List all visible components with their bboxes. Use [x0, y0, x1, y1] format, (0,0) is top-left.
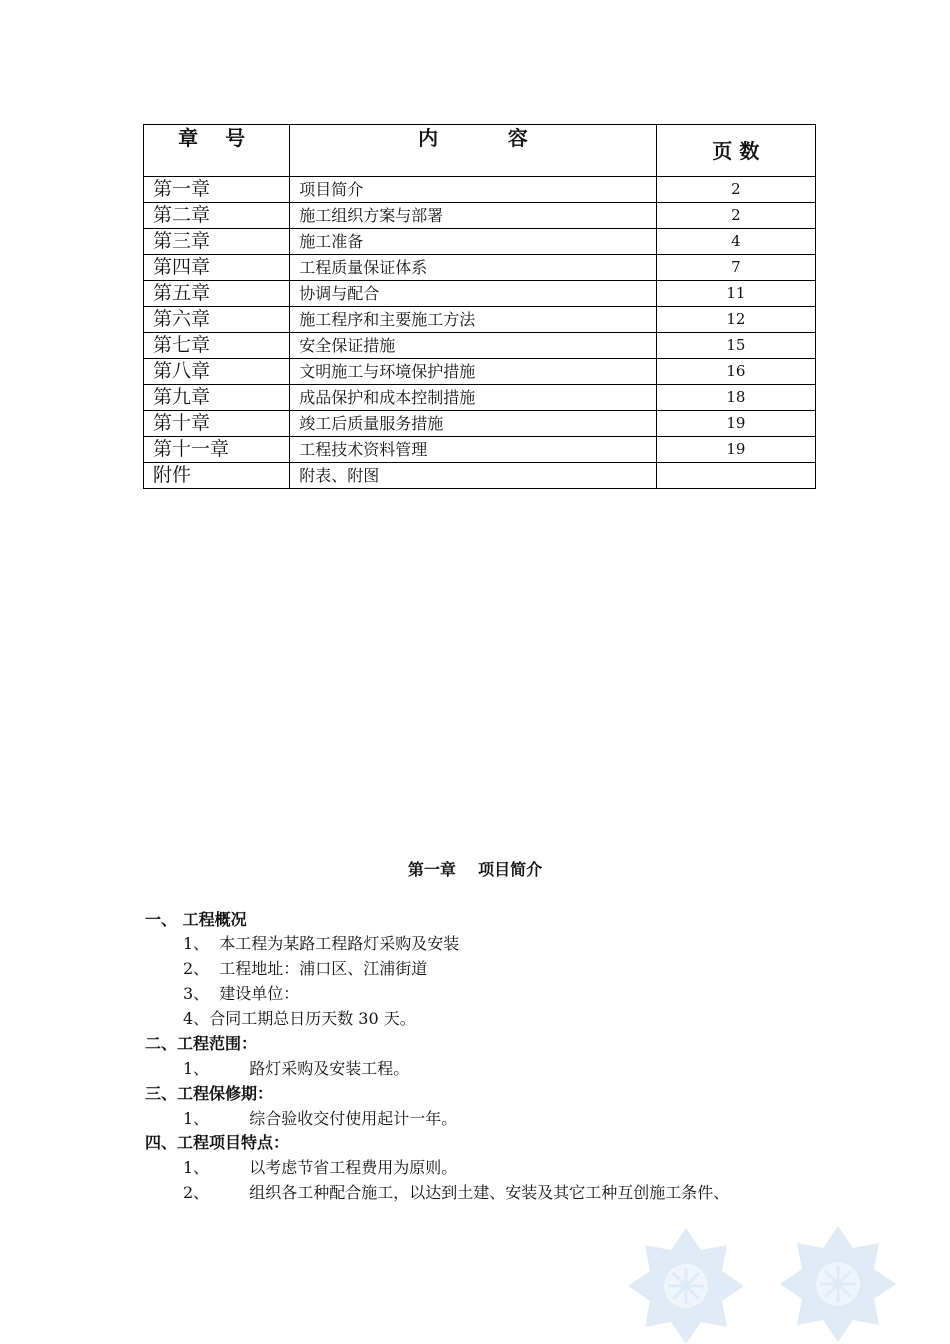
toc-content: 协调与配合: [290, 281, 657, 307]
section-heading-scope: 二、工程范围：: [145, 1034, 258, 1053]
toc-content: 竣工后质量服务措施: [290, 411, 657, 437]
toc-page: 18: [656, 385, 815, 411]
item-number: 1、: [183, 1158, 210, 1177]
toc-chapter: 第五章: [144, 281, 290, 307]
toc-content: 工程质量保证体系: [290, 255, 657, 281]
toc-chapter: 第十章: [144, 411, 290, 437]
toc-page: 4: [656, 229, 815, 255]
list-item: [183, 1007, 416, 1031]
toc-header-chapter: 章 号: [144, 125, 290, 177]
toc-page: 19: [656, 411, 815, 437]
toc-page: 19: [656, 437, 815, 463]
item-number: 4、: [183, 1009, 210, 1028]
toc-row: [144, 333, 816, 359]
item-number: 2、: [183, 1183, 210, 1202]
toc-chapter: 第九章: [144, 385, 290, 411]
toc-content: 安全保证措施: [290, 333, 657, 359]
item-text: 路灯采购及安装工程。: [249, 1059, 410, 1078]
list-item: [183, 932, 459, 956]
item-text: 合同工期总日历天数 30 天。: [209, 1009, 416, 1028]
list-item: [183, 1181, 729, 1205]
watermark-logo: [628, 1226, 918, 1344]
section-heading-overview: 一、 工程概况: [145, 910, 247, 929]
toc-chapter: 第六章: [144, 307, 290, 333]
toc-table: [143, 124, 816, 489]
toc-row: [144, 463, 816, 489]
toc-header-row: [144, 125, 816, 177]
toc-row: [144, 229, 816, 255]
toc-page: 2: [656, 177, 815, 203]
chapter-title: 第一章 项目简介: [407, 860, 543, 879]
section-heading-features: 四、工程项目特点：: [145, 1133, 290, 1152]
toc-content: 附表、附图: [290, 463, 657, 489]
item-text: 综合验收交付使用起计一年。: [249, 1109, 458, 1128]
toc-page: [656, 463, 815, 489]
toc-content: 施工准备: [290, 229, 657, 255]
item-number: 1、: [183, 1059, 210, 1078]
toc-row: [144, 437, 816, 463]
item-number: 1、: [183, 1109, 210, 1128]
item-text: 本工程为某路工程路灯采购及安装: [219, 934, 460, 953]
toc-row: [144, 307, 816, 333]
section-heading-warranty: 三、工程保修期：: [145, 1084, 274, 1103]
toc-page: 2: [656, 203, 815, 229]
toc-content: 成品保护和成本控制措施: [290, 385, 657, 411]
toc-page: 16: [656, 359, 815, 385]
list-item: [183, 957, 427, 981]
toc-chapter: 第四章: [144, 255, 290, 281]
toc-row: [144, 177, 816, 203]
toc-chapter: 第十一章: [144, 437, 290, 463]
toc-row: [144, 411, 816, 437]
toc-chapter: 第一章: [144, 177, 290, 203]
toc-chapter: 第二章: [144, 203, 290, 229]
toc-content: 施工程序和主要施工方法: [290, 307, 657, 333]
item-number: 1、: [183, 934, 210, 953]
toc-header-content: 内 容: [290, 125, 657, 177]
list-item: [183, 1156, 457, 1180]
list-item: [183, 982, 299, 1006]
toc-row: [144, 281, 816, 307]
toc-row: [144, 255, 816, 281]
list-item: [183, 1107, 457, 1131]
toc-page: 11: [656, 281, 815, 307]
toc-chapter: 第八章: [144, 359, 290, 385]
toc-chapter: 第三章: [144, 229, 290, 255]
item-text: 以考虑节省工程费用为原则。: [249, 1158, 458, 1177]
toc-row: [144, 359, 816, 385]
item-text: 工程地址：浦口区、江浦街道: [219, 959, 428, 978]
toc-content: 施工组织方案与部署: [290, 203, 657, 229]
item-number: 3、: [183, 984, 210, 1003]
toc-page: 15: [656, 333, 815, 359]
toc-header-pages: 页 数: [656, 125, 815, 177]
toc-content: 项目简介: [290, 177, 657, 203]
list-item: [183, 1057, 409, 1081]
toc-row: [144, 385, 816, 411]
item-number: 2、: [183, 959, 210, 978]
toc-row: [144, 203, 816, 229]
toc-page: 12: [656, 307, 815, 333]
item-text: 组织各工种配合施工，以达到土建、安装及其它工种互创施工条件、: [249, 1183, 730, 1202]
item-text: 建设单位：: [219, 984, 300, 1003]
toc-content: 文明施工与环境保护措施: [290, 359, 657, 385]
toc-chapter: 附件: [144, 463, 290, 489]
toc-page: 7: [656, 255, 815, 281]
toc-chapter: 第七章: [144, 333, 290, 359]
toc-content: 工程技术资料管理: [290, 437, 657, 463]
